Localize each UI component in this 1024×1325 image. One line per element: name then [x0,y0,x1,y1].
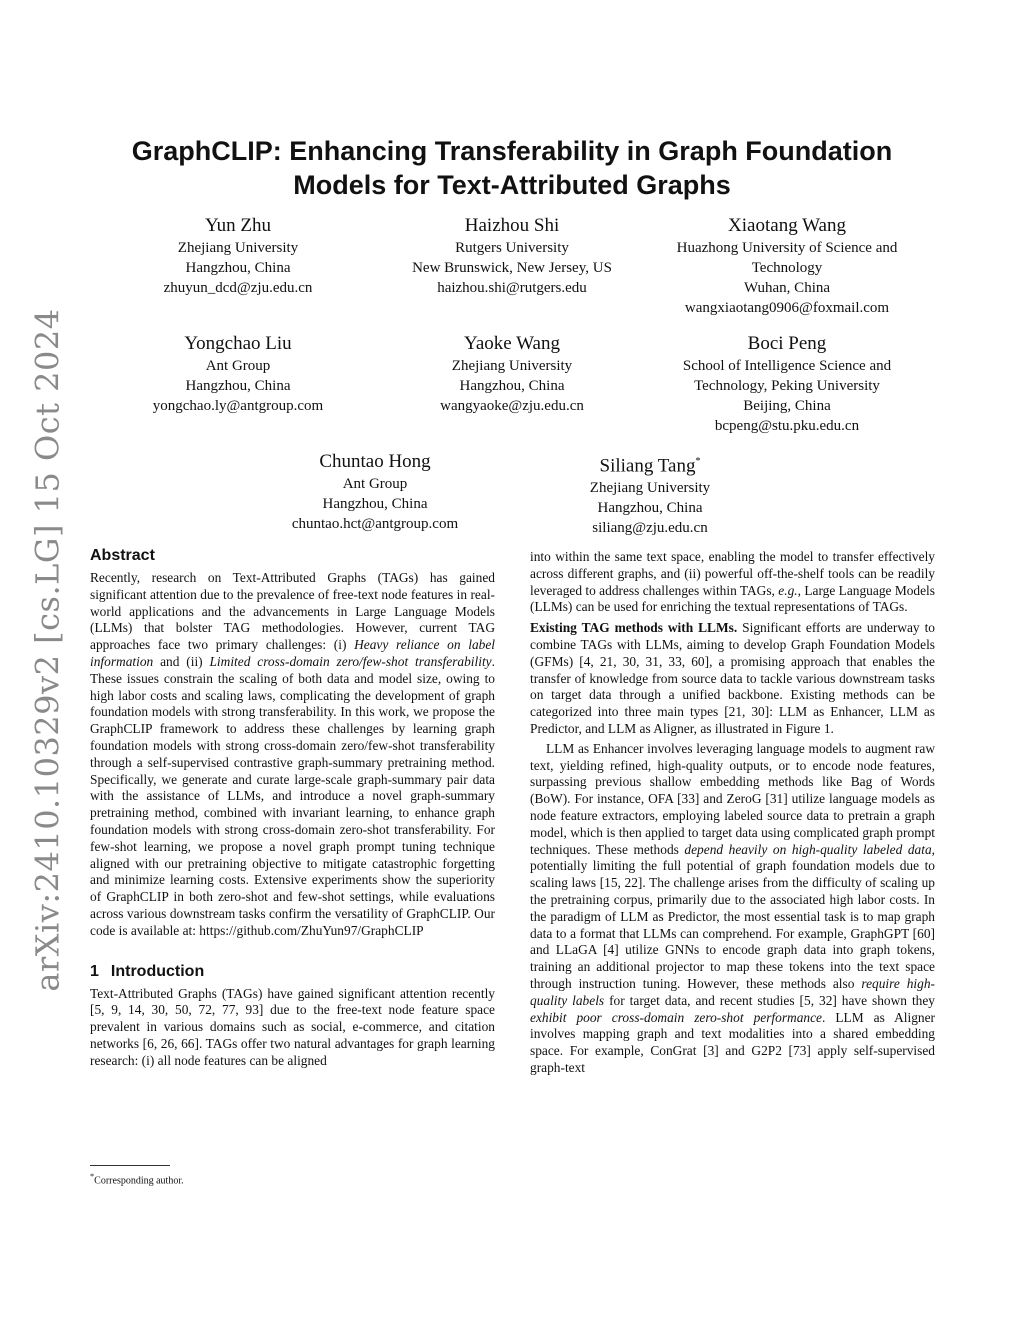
left-column [90,546,495,1070]
author-location: Wuhan, China [743,280,831,296]
author-affiliation: Rutgers University [455,240,569,256]
author-name: Boci Peng [747,333,827,354]
author-affiliation: Zhejiang University [451,358,573,374]
author-name: Yaoke Wang [464,333,560,354]
author-affiliation: Ant Group [205,358,271,374]
author-name-text: Siliang Tang [599,455,696,477]
paper-title: GraphCLIP: Enhancing Transferability in Graph Foundation Models for Text-Attributed Graphs [131,136,893,200]
footnote-mark: * [90,1172,95,1181]
author-affiliation: Zhejiang University [589,480,711,497]
right-column [530,549,935,1077]
section-title: Introduction [110,962,205,980]
author-location: Hangzhou, China [322,496,428,512]
author-location: Hangzhou, China [185,378,291,394]
arxiv-identifier [18,308,78,992]
abstract-text: Recently, research on Text-Attributed Graphs (TAGs) has gained significant attention due to the prevalence of free-text node features in real-world applications and the advancements in Large Language Models (LLMs) that bolster TAG methodologies. However, current TAG approaches face two primary challenges: (i) Heavy reliance on label information and (ii) Limited cross-domain zero/few-shot transferability. These issues constrain the scaling of both data and model size, owing to high labor costs and scaling laws, complicating the development of graph foundation models with strong transferability. In this work, we propose the GraphCLIP framework to address these challenges by learning graph foundation models with strong cross-domain zero/few-shot transferability through a self-supervised contrastive graph-summary pretraining method. Specifically, we generate and curate large-scale graph-summary pair data with the assistance of LLMs, and introduce a novel graph-summary pretraining method, combined with invariant learning, to enhance graph foundation models with strong cross-domain zero-shot transferability. For few-shot learning, we propose a novel graph prompt tuning technique aligned with our pretraining objective to mitigate catastrophic forgetting and minimize learning costs. Extensive experiments show the superiority of GraphCLIP in both zero-shot and few-shot settings, while evaluations across various downstream tasks confirm the versatility of GraphCLIP. Our code is available at: https://github.com/ZhuYun97/GraphCLIP [90,570,495,938]
author-location: New Brunswick, New Jersey, US [412,260,612,276]
author-affiliation: Zhejiang University [177,240,299,256]
author-email: chuntao.hct@antgroup.com [291,516,459,532]
author-block [500,450,800,538]
author-email: wangxiaotang0906@foxmail.com [684,300,890,316]
author-name [500,450,800,478]
footnote-text: Corresponding author. [94,1175,184,1187]
body-paragraph: Existing TAG methods with LLMs. Significant efforts are underway to combine TAGs with LLMs, aiming to develop Graph Foundation Models (GFMs) [4, 21, 30, 31, 33, 60], a promising approach that enables the transfer of knowledge from source data to tackle various downstream tasks on target data through a unified backbone. Existing methods can be categorized into three main types [21, 30]: LLM as Enhancer, LLM as Predictor, and LLM as Aligner, as illustrated in Figure 1. [530,620,935,736]
author-location: Hangzhou, China [597,500,703,517]
author-email: zhuyun_dcd@zju.edu.cn [163,280,313,296]
author-affiliation: Ant Group [342,476,408,492]
author-name: Haizhou Shi [464,215,560,236]
author-name: Xiaotang Wang [728,215,846,236]
body-paragraph: into within the same text space, enabling the model to transfer effectively across different graphs, and (ii) powerful off-the-shelf tools can be readily leveraged to address challenges within TAGs, e.g., Large Language Models (LLMs) can be used for enriching the textual representations of TAGs. [530,549,935,615]
author-location: Hangzhou, China [459,378,565,394]
author-affiliation: Technology, Peking University [694,378,880,394]
author-name: Yongchao Liu [184,333,292,354]
arxiv-identifier-text: arXiv:2410.10329v2 [cs.LG] 15 Oct 2024 [29,308,67,992]
author-email: bcpeng@stu.pku.edu.cn [714,418,860,434]
section-heading-introduction [90,962,495,982]
author-location: Beijing, China [743,398,831,414]
author-block [362,332,662,416]
author-affiliation: Technology [751,260,823,276]
footnote [90,1172,184,1186]
corresponding-author-mark: * [695,456,701,467]
author-block [362,214,662,298]
introduction-text: Text-Attributed Graphs (TAGs) have gained significant attention recently [5, 9, 14, 30, 50, 72, 77, 93] due to the free-text node feature space prevalent in various domains such as social, e-commerce, and citation networks [6, 26, 66]. TAGs offer two natural advantages for graph learning research: (i) all node features can be aligned [90,985,495,1068]
author-location: Hangzhou, China [185,260,291,276]
author-email: haizhou.shi@rutgers.edu [437,280,587,296]
author-email: yongchao.ly@antgroup.com [152,398,324,414]
section-number: 1 [90,962,99,980]
footnote-rule [90,1165,170,1166]
author-email: wangyaoke@zju.edu.cn [440,398,584,414]
author-block [225,450,525,534]
author-block [637,332,937,436]
body-paragraph: LLM as Enhancer involves leveraging language models to augment raw text, yielding refined, high-quality outputs, or to encode node features, surpassing previous shallow embedding methods like Bag of Words (BoW). For instance, OFA [33] and ZeroG [31] utilize language models as node feature extractors, employing labeled source data to pretrain a graph model, which is then applied to target data using complicated graph prompt techniques. These methods depend heavily on high-quality labeled data, potentially limiting the full potential of graph foundation models due to scaling laws [15, 22]. The challenge arises from the difficulty of scaling up the pretraining corpus, primarily due to the associated high labor costs. In the paradigm of LLM as Predictor, the most essential task is to map graph data to a format that LLMs can comprehend. For example, GraphGPT [60] and LLaGA [4] utilize GNNs to encode graph data into graph tokens, training an additional projector to map these tokens into the text space through instruction tuning. However, these methods also require high-quality labels for target data, and recent studies [5, 32] have shown they exhibit poor cross-domain zero-shot performance. LLM as Aligner involves mapping graph and text modalities into a shared embedding space. For example, ConGrat [3] and G2P2 [73] apply self-supervised graph-text [530,740,936,1075]
author-block [88,214,388,298]
author-block [88,332,388,416]
paragraph-runin-heading: Existing TAG methods with LLMs. [530,620,738,636]
author-email: siliang@zju.edu.cn [592,520,708,537]
author-name: Yun Zhu [205,215,271,236]
author-name: Chuntao Hong [319,451,431,472]
author-affiliation: Huazhong University of Science and [676,240,898,256]
author-affiliation: School of Intelligence Science and [682,358,892,374]
abstract-heading: Abstract [90,547,155,564]
author-block [637,214,937,318]
